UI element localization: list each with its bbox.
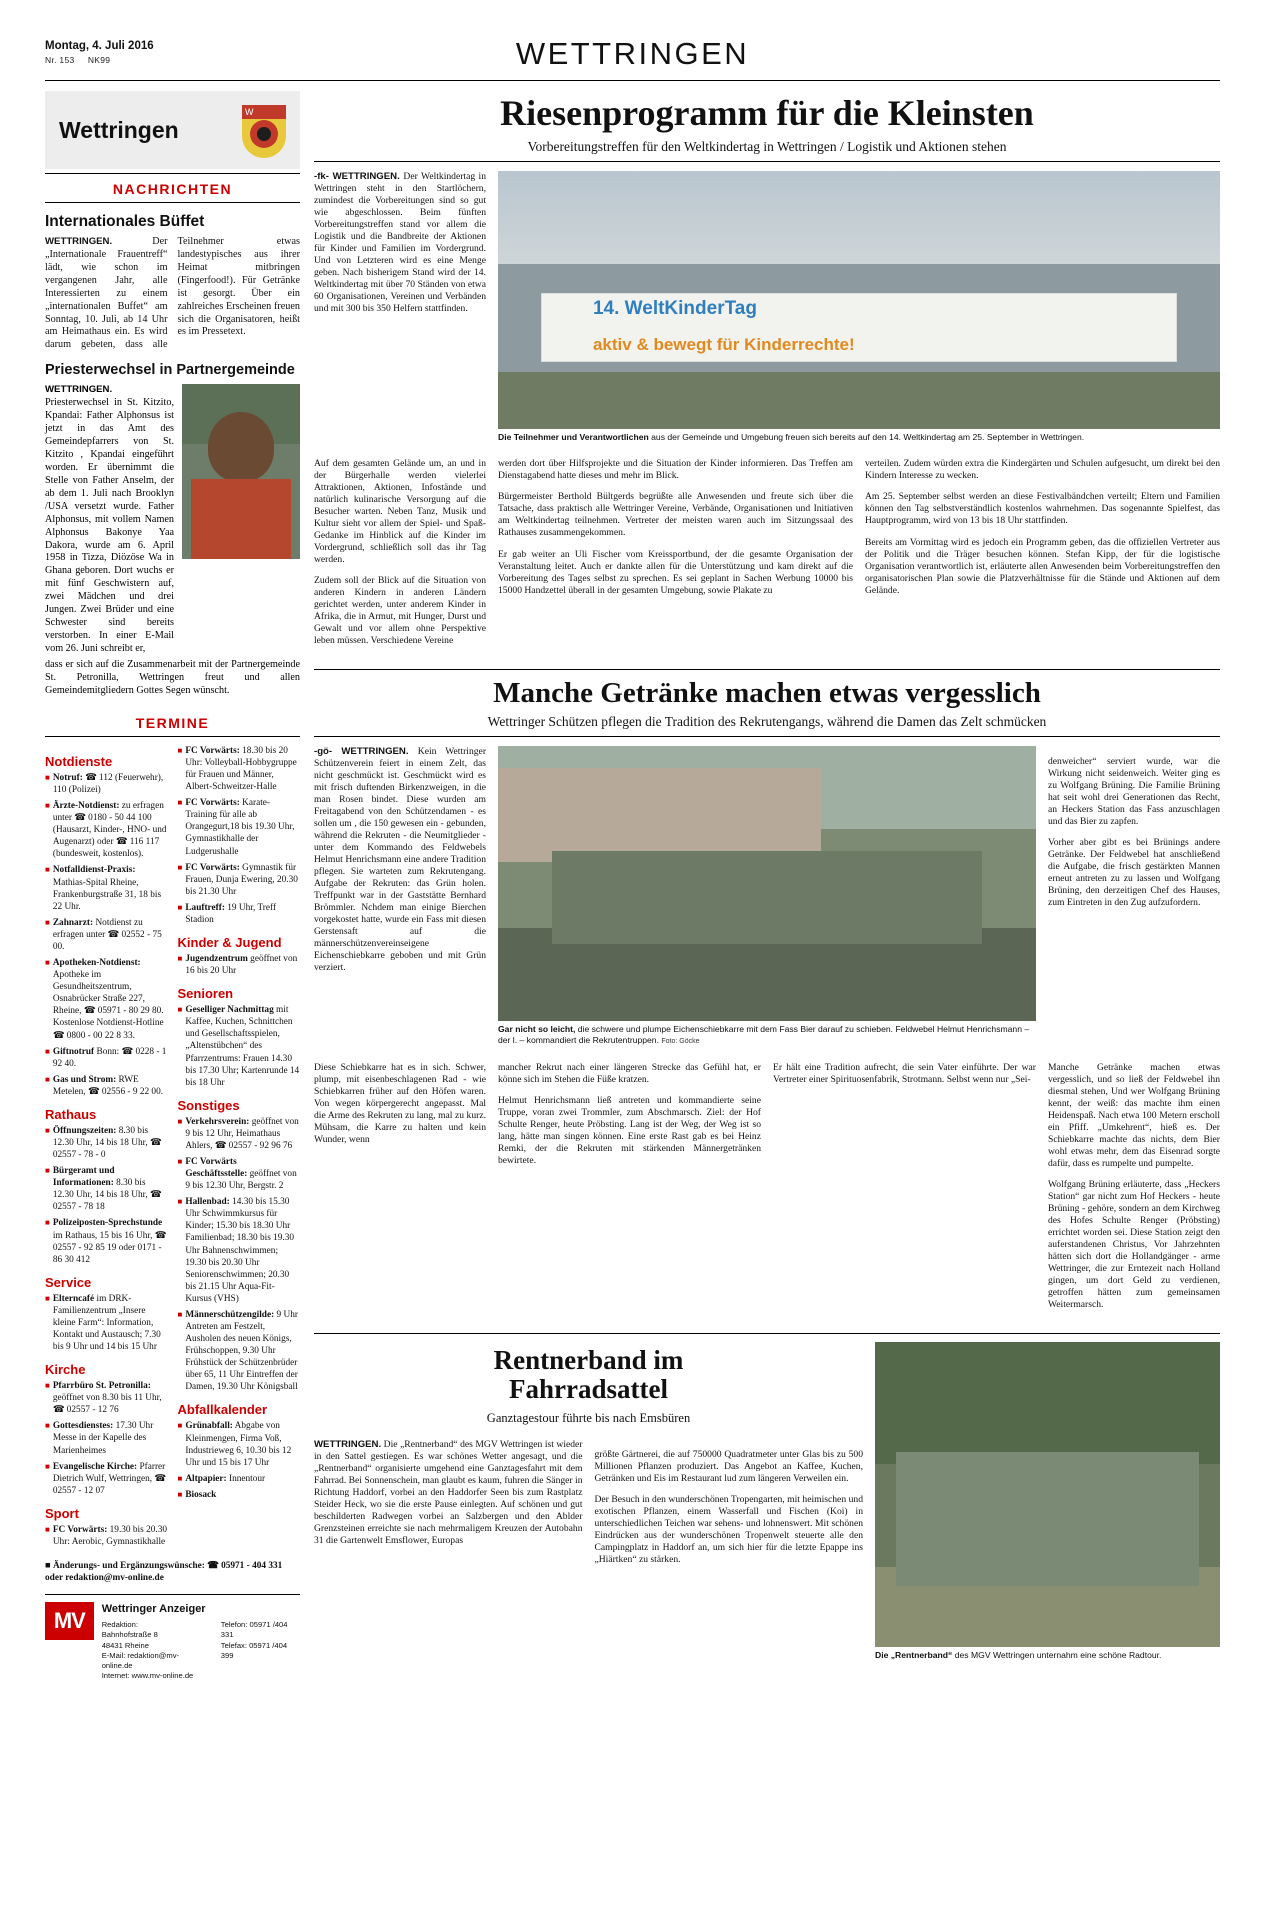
paragraph: Wolfgang Brüning erläuterte, dass „Heckers Station“ gar nicht zum Hof Heckers - heute Brüning - gehöre, sondern an dem Kirchweg des Hofes Schulte Renger (Pröbsting) errichtet worden sei. Diese Station zeigt den auferstandenen Christus, Vor Jahrzehnten hätten sich dort die Hollandgänger - arme Wettringer, die zur Erntezeit nach Holland gingen, um dort Geld zu verdienen, getroffen hätten zum gemeinsamen Weitermarsch.: [1048, 1179, 1220, 1311]
list-item: [45, 1420, 168, 1456]
paragraph: Am 25. September selbst werden an diese Festivalbändchen verteilt; Eltern und Familien können den Tag selbstverständlich kostenlos wahrnehmen. Das sogenannte Spielfest, das Hauptprogramm, wird von 13 bis 18 Uhr stattfinden.: [865, 491, 1220, 527]
article2-col1: [314, 746, 486, 1046]
termine-column-1: [45, 745, 168, 1552]
article2-col3-cont: [1048, 1052, 1220, 1320]
list-item-text: FC Vorwärts: 19.30 bis 20.30 Uhr: Aerobic, Gymnastikhalle: [52, 1524, 167, 1547]
list-item-text: FC Vorwärts: Karate-Training für alle ab Orangegurt,18 bis 19.30 Uhr, Gymnastikhalle der Ludgerushalle: [185, 798, 295, 857]
sidebar: [45, 91, 300, 1682]
section-header-termine: TERMINE: [45, 708, 300, 737]
bullet-icon: ■: [177, 954, 183, 964]
list-item-text: Notfalldienst-Praxis: Mathias-Spital Rheine, Frankenburgstraße 31, 18 bis 22 Uhr.: [52, 865, 162, 912]
bullet-icon: ■: [45, 772, 50, 782]
paragraph: größte Gärtnerei, die auf 750000 Quadratmeter unter Glas bis zu 500 Millionen Pflanzen produziert. Das Angebot an Kaffee, Kuchen, Getränken und Eis im Restaurant lud zum längeren Verweilen ein.: [594, 1448, 863, 1484]
bullet-icon: ■: [45, 1461, 50, 1471]
bullet-icon: ■: [177, 1473, 183, 1483]
list-item-text: Hallenbad: 14.30 bis 15.30 Uhr Schwimmkursus für Kinder; 15.30 bis 18.30 Uhr Familienbad; 18.30 bis 19.30 Uhr Bahnenschwimmen; 19.30 bis 20.30 Uhr Seniorenschwimmen; 20.30 bis 21.15 Uhr Aqua-Fit-Kursus (VHS): [185, 1197, 295, 1304]
article2-text-col2: [498, 1052, 761, 1320]
list-item: [45, 1461, 168, 1497]
termine-group-title: Kinder & Jugend: [177, 935, 282, 951]
termine-columns: [45, 745, 300, 1552]
termine-note: ■ Änderungs- und Ergänzungswünsche: ☎ 05971 - 404 331 oder redaktion@mv-online.de: [45, 1561, 283, 1584]
bullet-icon: ■: [177, 862, 183, 872]
list-item-text: Lauftreff: 19 Uhr, Treff Stadion: [185, 902, 277, 925]
list-item-text: Geselliger Nachmittag mit Kaffee, Kuchen, Schnittchen und Gesellschaftsspielen, „Altenstübchen“ des Pfarrzentrums: Frauen 14.30 bis 17.30 Uhr; Kartenrunde 14 bis 18 Uhr: [185, 1005, 300, 1088]
article1-text-col2: [498, 448, 853, 657]
article-riesenprogramm: [314, 95, 1220, 657]
photo-banner: [541, 293, 1176, 362]
paragraph: werden dort über Hilfsprojekte und die Situation der Kinder informieren. Das Treffen am Dienstagabend hatte dieses und mehr im Blick.: [498, 457, 853, 481]
list-item-text: Pfarrbüro St. Petronilla: geöffnet von 8.30 bis 11 Uhr, ☎ 02557 - 12 76: [52, 1381, 162, 1416]
article3-col1: [314, 1439, 583, 1576]
article1-byline: -fk- WETTRINGEN.: [314, 170, 400, 182]
bullet-icon: ■: [177, 1156, 183, 1166]
list-item-text: Grünabfall: Abgabe von Kleinmengen, Firma Voß, Industrieweg 6, 10.30 bis 12 Uhr und 15 bis 17 Uhr: [185, 1421, 292, 1468]
article-text-continued: dass er sich auf die Zusammenarbeit mit der Partnergemeinde St. Petronilla, Wettringen freut und allen Gemeindemitgliedern Gottes Segen wünscht.: [45, 659, 300, 696]
issue-number: Nr. 153: [45, 55, 75, 65]
list-item: [178, 1116, 301, 1152]
list-item: [178, 745, 301, 793]
section-header-nachrichten: NACHRICHTEN: [45, 174, 300, 203]
article-lead: WETTRINGEN.: [45, 384, 113, 396]
list-item: [45, 1380, 168, 1416]
bullet-icon: ■: [177, 902, 183, 912]
termine-group-title: Abfallkalender: [177, 1402, 268, 1418]
bullet-icon: ■: [177, 1421, 183, 1431]
list-item: [178, 797, 301, 857]
list-item-text: FC Vorwärts Geschäftsstelle: geöffnet von 9 bis 12.30 Uhr, Bergstr. 2: [185, 1156, 297, 1192]
bullet-icon: ■: [45, 958, 50, 968]
village-name: Wettringen: [59, 116, 179, 143]
bullet-icon: ■: [177, 1490, 183, 1500]
article-getraenke: [314, 678, 1220, 1321]
bullet-icon: ■: [45, 1421, 50, 1431]
termine-group-title: Rathaus: [45, 1106, 97, 1122]
article2-headline: Manche Getränke machen etwas vergesslich: [493, 676, 1041, 709]
list-item: [178, 1489, 301, 1501]
paragraph: Er gab weiter an Uli Fischer vom Kreissportbund, der die gesamte Organisation der Veranstaltung leitet. Auch er dankte allen für die Unterstützung und kam direkt auf die Vorbereitung des Tages selbst zu sprechen. Es sei geplant in Sachen Werbung 10000 bis 15000 Handzettel überall in der gesamten Umgebung, sowie Plakate zu: [498, 548, 853, 596]
article1-col1-cont: [314, 448, 486, 657]
list-item: [178, 1420, 301, 1468]
rentnerband-photo: [875, 1342, 1220, 1647]
list-item-text: Verkehrsverein: geöffnet von 9 bis 12 Uhr, Heimathaus Ahlers, ☎ 02557 - 92 96 76: [185, 1116, 299, 1151]
termine-group-title: Kirche: [45, 1362, 86, 1378]
imprint-contact-line: Telefax: 05971 /404 399: [220, 1640, 288, 1660]
bullet-icon: ■: [45, 1524, 50, 1534]
article2-byline: -gö- WETTRINGEN.: [314, 746, 409, 758]
paragraph: verteilen. Zudem würden extra die Kindergärten und Schulen aufgesucht, um direkt bei den Kindern Interesse zu wecken.: [865, 457, 1220, 481]
list-item: [45, 772, 168, 796]
paragraph: Diese Schiebkarre hat es in sich. Schwer, plump, mit eisenbeschlagenen Rad - wie Schiebkarren früher auf den Höfen waren. Von wegen körpergerecht angepasst. Mal die Arme des Rekruten zu lang, mal zu kurz. Mühsam, die Karre zu halten und kein Wunder, wenn: [314, 1061, 486, 1145]
masthead: [45, 36, 1220, 81]
paragraph: denweicher“ serviert wurde, war die Wirkung nicht seidenweich. Weiter ging es zu Wolfgang Brüning. Die Familie Brüning hat seit wohl drei Generationen das Recht, an Heckers Station das Fass anzuschlagen und das Bier zu zapfen.: [1048, 755, 1220, 827]
paragraph: Der Besuch in den wunderschönen Tropengarten, mit heimischen und exotischen Pflanzen, einem Wasserfall und Fischen (Koi) in unterschiedlichen Teichen war sehens- und lohnenswert. Mit schönen Eindrücken aus der wunderschönen Tropenwelt steuerte alle den Campingplatz in Haddorf an, um sich hier für die letzte Epappe ins „Hiärtken“ zu stärken.: [594, 1494, 863, 1566]
article3-lead: WETTRINGEN.: [314, 1439, 382, 1451]
sidebar-article-title: Internationales Büffet: [45, 213, 205, 230]
termine-list: [178, 953, 301, 977]
list-item: [45, 800, 168, 860]
list-item: [178, 862, 301, 898]
termine-list: [178, 1004, 301, 1089]
list-item-text: Männerschützengilde: 9 Uhr Antreten am Festzelt, Ausholen des neuen Königs, Frühschoppen, 9.30 Uhr Frühstück der Schützenbrüder über 65, 11 Uhr Eintreffen der Damen, 19.30 Uhr Königsball: [185, 1309, 298, 1393]
termine-list: [45, 1380, 168, 1497]
imprint-lines: [102, 1620, 207, 1682]
list-item: [45, 1074, 168, 1098]
list-item: [178, 1473, 301, 1485]
bullet-icon: ■: [45, 1074, 50, 1084]
termine-list: [178, 1420, 301, 1501]
termine-group-title: Notdienste: [45, 753, 113, 769]
article1-headline: Riesenprogramm für die Kleinsten: [500, 93, 1034, 133]
publication-date: Montag, 4. Juli 2016: [45, 40, 154, 52]
crest-label: W: [245, 107, 255, 117]
bullet-icon: ■: [45, 1125, 50, 1135]
article2-text-col2b: [773, 1052, 1036, 1320]
bullet-icon: ■: [45, 865, 50, 875]
bullet-icon: ■: [45, 801, 50, 811]
paragraph: Auf dem gesamten Gelände um, an und in der Bürgerhalle werden vielerlei Attraktionen, Aktionen, Infostände und natürlich kulinarische Versorgung auf die Besucher warten. Neben Tanz, Musik und Kultur sieht vor allem der Spiel- und Spaß-Gedanke im Hinblick auf die Kinder im Vordergrund, schließlich soll das ihr Tag werden.: [314, 457, 486, 565]
list-item: [45, 864, 168, 912]
article1-text-col3: [865, 448, 1220, 657]
list-item: [178, 902, 301, 926]
sidebar-article-priesterwechsel: [45, 362, 300, 698]
bullet-icon: ■: [177, 1005, 183, 1015]
paragraph: Vorher aber gibt es bei Brünings andere Getränke. Der Feldwebel hat anschließend die Aufgabe, die frisch gestärkten Mannen erneut antreten zu zu lassen und Wolfgang Brüning, den derzeitigen Chef des Hauses, zum Eintreten in den Zug aufzufordern.: [1048, 837, 1220, 909]
article3-subhead: Ganztagestour führte bis nach Emsbüren: [486, 1411, 691, 1426]
list-item: [178, 1196, 301, 1305]
paragraph: Bereits am Vormittag wird es jedoch ein Programm geben, das die offiziellen Vertreter aus der Politik und die Träger besuchen können. Stefan Kipp, der für die logistische Organisation verantwortlich ist, erläuterte allen Anwesenden beim Vorbereitungstreffen den organisatorischen Plan sowie die Platzverhältnisse für die Stände und Aktionen auf dem Gelände.: [865, 536, 1220, 596]
termine-list: [45, 772, 168, 1098]
list-item: [45, 917, 168, 953]
article-text: Der „Internationale Frauentreff“ lädt, wie schon im vergangenen Jahr, alle Interessierten zu einem „internationalen Buffet“ am Sonntag, 10. Juli, ab 14 Uhr am Heimathaus ein. Es wird darum gebeten, dass alle Teilnehmer etwas landestypisches aus ihrer Heimat mitbringen (Fingerfood!). Für Getränke ist gesorgt. Über ein zahlreiches Erscheinen freuen sich die Organisatoren, heißt es im Pressetext.: [45, 235, 300, 351]
mv-logo: MV: [45, 1602, 94, 1640]
list-item-text: Zahnarzt: Notdienst zu erfragen unter ☎ 02552 - 75 00.: [52, 917, 162, 952]
list-item: [45, 1524, 168, 1548]
coat-of-arms-icon: [242, 102, 286, 158]
imprint-line: Internet: www.mv-online.de: [101, 1671, 194, 1681]
bullet-icon: ■: [45, 1166, 50, 1176]
imprint-contact-line: Telefon: 05971 /404 331: [220, 1620, 288, 1640]
list-item-text: FC Vorwärts: Gymnastik für Frauen, Dunja Ewering, 20.30 bis 21.30 Uhr: [185, 862, 298, 897]
list-item: [178, 1004, 301, 1089]
list-item: [178, 1309, 301, 1394]
photo-credit: Foto: Göcke: [661, 1037, 700, 1045]
bullet-icon: ■: [45, 1293, 50, 1303]
termine-list: [45, 1125, 168, 1266]
article2-photo-caption: Gar nicht so leicht, die schwere und plumpe Eichenschiebkarre mit dem Fass Bier darauf zu schieben. Feldwebel Helmut Henrichsmann – der l. – kommandiert die Rekrutentruppen. Foto: Göcke: [498, 1024, 1030, 1045]
paragraph: Helmut Henrichsmann ließ antreten und kommandierte seine Truppe, voran zwei Trommler, zum Abschmarsch. Ziel: der Hof Schulte Renger, heute Pröbsting. Lang ist der Weg, der Weg ist so lang, hätte man singen können. Eine erste Rast gab es bei Heinz Remki, der die Rekruten mit stärkenden Männergetränken bewirtete.: [498, 1095, 761, 1167]
imprint-line: Redaktion:: [101, 1620, 138, 1629]
list-item-text: Polizeiposten-Sprechstunde im Rathaus, 15 bis 16 Uhr, ☎ 02557 - 92 85 19 oder 0171 - 86 30 412: [52, 1218, 167, 1265]
article-lead: WETTRINGEN.: [45, 235, 113, 247]
bullet-icon: ■: [177, 1309, 183, 1319]
termine-group-title: Senioren: [177, 986, 234, 1002]
paragraph: Er hält eine Tradition aufrecht, die sein Vater einführte. Der war Vertreter einer Spirituosenfabrik, Strotmann. Selbst wenn nur „Sei-: [773, 1061, 1036, 1085]
list-item-text: Biosack: [185, 1490, 217, 1501]
issue-code: NK99: [87, 55, 111, 65]
imprint-title: Wettringer Anzeiger: [101, 1603, 206, 1616]
imprint-line: 48431 Rheine: [101, 1640, 149, 1650]
article2-subhead: Wettringer Schützen pflegen die Tradition des Rekrutengangs, während die Damen das Zelt schmücken: [314, 714, 1220, 737]
list-item: [45, 1165, 168, 1213]
list-item-text: Elterncafé im DRK-Familienzentrum „Insere kleine Farm“: Information, Kontakt und Austausch; 7.30 bis 9 Uhr und 14 bis 15 Uhr: [52, 1293, 161, 1353]
article2-text-col1: Kein Wettringer Schützenverein feiert in einem Zelt, das nicht geschmückt ist. Geschmückt wird es mit frisch duftenden Birkenzweigen, in die man Rosen bindet. Diese wurden am Freitagabend von den Schützendamen - es sollen um , die 150 gewesen ein - gebunden, während die Rekruten - die Neumitglieder - unter dem Kommando des Feldwebels Helmut Henrichsmann eine andere Tradition pflegen. Sie warteten zum Rekrutengang. Aufgabe der Rekruten: das Grün holen. Treffpunkt war in der Gaststätte Bernhard Brömmler. Nchdem man einige Bierchen vorgekostet hatte, wurde ein Fass mit diesen Gerstensaft auf die männerschützenvereinseigene Eichenschiebkarre geboben und mit Grün verziert.: [314, 746, 487, 973]
list-item-text: Altpapier: Innentour: [185, 1473, 266, 1484]
page-title: WETTRINGEN: [515, 36, 750, 71]
issue-info: [45, 55, 300, 65]
article2-text-col3: [1048, 746, 1220, 1046]
paragraph: mancher Rekrut nach einer längeren Strecke das Gefühl hat, er könne sich im Stehen die Füße kratzen.: [498, 1061, 761, 1085]
list-item: [45, 1293, 168, 1353]
banner-text-secondary: aktiv & bewegt für Kinderrechte!: [592, 335, 855, 355]
list-item: [178, 953, 301, 977]
page-body: [45, 91, 1220, 1682]
sidebar-article-buffet: [45, 213, 300, 352]
termine-column-2: [178, 745, 301, 1552]
list-item-text: Gas und Strom: RWE Metelen, ☎ 02556 - 9 22 00.: [52, 1074, 164, 1097]
list-item-text: Ärzte-Notdienst: zu erfragen unter ☎ 0180 - 50 44 100 (Hausarzt, Kinder-, HNO- und Augenarzt) oder ☎ 116 117 (bundesweit, kostenlos).: [52, 801, 167, 860]
list-item: [45, 957, 168, 1042]
imprint-line: E-Mail: redaktion@mv-online.de: [101, 1650, 180, 1670]
bullet-icon: ■: [45, 917, 50, 927]
termine-group-title: Sport: [45, 1505, 79, 1521]
list-item: [45, 1046, 168, 1070]
bullet-icon: ■: [177, 1116, 183, 1126]
paragraph: Bürgermeister Berthold Bültgerds begrüßte alle Anwesenden und freute sich über die Tatsache, dass praktisch alle Wettringer Vereine, Verbände, Organisationen und Initiativen am Weltkindertag teilnehmen. Vertreter der meisten waren auch im Sitzungssaal des Rathauses zusammengekommen.: [498, 491, 853, 539]
list-item-text: Bürgeramt und Informationen: 8.30 bis 12.30 Uhr, 14 bis 18 Uhr, ☎ 02557 - 78 18: [52, 1166, 162, 1213]
termine-list: [45, 1293, 168, 1353]
rekrutengang-photo: [498, 746, 1036, 1021]
paragraph: Manche Getränke machen etwas vergesslich, und so ließ der Feldwebel ihn diesmal stehen, Und wer Wolfgang Brüning kennt, der weiß: das machte ihm einen Heidenspaß. Nach etwa 100 Metern erscholl ein Pfiff. „Umkehrent“, hieß es. Der Schiebkarre machte das nichts, dem Bier wohl etwas mehr, dem das Eisenrad sorgte dafür, dass es rumpelte und pumpelte.: [1048, 1061, 1220, 1169]
list-item-text: FC Vorwärts: 18.30 bis 20 Uhr: Volleyball-Hobbygruppe für Frauen und Männer, Albert-Schweitzer-Halle: [185, 745, 297, 793]
bullet-icon: ■: [45, 1218, 50, 1228]
article3-text-col1: Die „Rentnerband“ des MGV Wettringen ist wieder in den Sattel gestiegen. Es war schönes Wetter angesagt, und die „Rentnerband“ organisierte umgehend eine Ganztagesfahrt mit dem Fahrrad. Bei Sonnenschein, man glaubt es kaum, fuhren die Sänger in Richtung Haddorf, vorbei an den Haddorfer Seen bis zum Rastplatz Steider Heck, wo sie die erste Pause einlegten. Auf schönen und gut beschilderten Radwegen vorbei an Salzbergen und den Ablder Grenzsteinen erreichte sie nach mehrmaligem Kreuzen der Autobahn 31 die Gartenwelt Emsflower, Europas: [314, 1439, 583, 1546]
bullet-icon: ■: [177, 1197, 183, 1207]
bullet-icon: ■: [45, 1381, 50, 1391]
article1-subhead: Vorbereitungstreffen für den Weltkindertag in Wettringen / Logistik und Aktionen stehen: [314, 139, 1220, 162]
article3-photo-caption: Die „Rentnerband“ des MGV Wettringen unternahm eine schöne Radtour.: [875, 1649, 1162, 1660]
sidebar-article-title: Priesterwechsel in Partnergemeinde: [45, 362, 295, 379]
article3-headline: Rentnerband im Fahrradsattel: [493, 1344, 684, 1405]
article3-text-col2: [595, 1439, 864, 1576]
imprint-contact: [221, 1620, 300, 1682]
article1-text-col1: Der Weltkindertag in Wettringen steht in den Startlöchern, zumindest die Vorbereitungen sind so gut wie abgeschlossen. Beim fünften Vorbereitungstreffen stand vor allem die Logistik und die Bandbreite der Aktionen für Kinder und Familien im Vordergrund. Und von Letzteren wird es eine Menge geben. Nach bisherigem Stand wird der 14. Weltkindertag mit über 70 Ständen von etwa 60 Organisationen, Vereinen und Verbänden und mit 300 bis 350 Helfern stattfinden.: [314, 170, 486, 314]
list-item: [178, 1156, 301, 1192]
main-content: [300, 91, 1220, 1682]
termine-group-title: Sonstiges: [177, 1097, 240, 1113]
banner-text-primary: 14. WeltKinderTag: [592, 297, 757, 319]
list-item-text: Gottesdienstes: 17.30 Uhr Messe in der Kapelle des Marienheimes: [52, 1421, 154, 1456]
list-item-text: Jugendzentrum geöffnet von 16 bis 20 Uhr: [185, 954, 298, 977]
paragraph: Zudem soll der Blick auf die Situation von anderen Kindern in anderen Ländern gerichtet werden, unter anderem Kinder in Afrika, die in Armut, mit Hunger, Durst und Gewalt und vor allem ohne Perspektive leben müssen. Verschiedene Vereine: [314, 575, 486, 647]
masthead-left: [45, 40, 300, 65]
bullet-icon: ■: [45, 1046, 50, 1056]
termine-list: [178, 745, 301, 926]
article-text: Priesterwechsel in St. Kitzito, Kpandai: Father Alphonsus ist jetzt in das Amt des Gemeindepfarrers von St. Kitzito , Kpandai eingeführt worden. Er übernimmt die Stelle von Father Anselm, der ab dem 1. Juli nach Brooklyn /USA versetzt wurde. Father Alphonsus, mit vollem Namen Alphonsus Bakonye Yaa Dakora, wurde am 6. April 1958 in Tizza, Diözöse Wa in Ghana geboren. Dort wuchs er mit fünf Geschwistern auf, zwei Mädchen und drei Jungen. Zwei Brüder und eine Schwester sind bereits verstorben. In einer E-Mail vom 26. Juni schreibt er,: [45, 397, 174, 655]
imprint-text: [102, 1602, 300, 1681]
village-banner: [45, 91, 300, 169]
weltkindertag-photo: [498, 171, 1220, 429]
list-item-text: Evangelische Kirche: Pfarrer Dietrich Wulf, Wettringen, ☎ 02557 - 12 07: [52, 1461, 166, 1496]
list-item-text: Öffnungszeiten: 8.30 bis 12.30 Uhr, 14 bis 18 Uhr, ☎ 02557 - 78 - 0: [52, 1125, 162, 1161]
sidebar-article-body: [45, 236, 300, 353]
list-item-text: Giftnotruf Bonn: ☎ 0228 - 1 92 40.: [52, 1046, 167, 1069]
termine-list: [45, 1524, 168, 1548]
priest-photo: [182, 384, 300, 559]
imprint: [45, 1594, 300, 1681]
list-item-text: Notruf: ☎ 112 (Feuerwehr), 110 (Polizei): [52, 772, 164, 796]
article1-photo-caption: Die Teilnehmer und Verantwortlichen aus der Gemeinde und Umgebung freuen sich bereits auf den 14. Weltkindertag am 25. September in Wettringen.: [498, 431, 1085, 442]
imprint-line: Bahnhofstraße 8: [101, 1630, 158, 1640]
article1-col1: [314, 171, 486, 442]
list-item: [45, 1217, 168, 1265]
list-item: [45, 1125, 168, 1161]
article2-col1-cont: [314, 1052, 486, 1320]
termine-group-title: Service: [45, 1274, 92, 1290]
bullet-icon: ■: [177, 798, 183, 808]
list-item-text: Apotheken-Notdienst: Apotheke im Gesundheitszentrum, Osnabrücker Straße 227, Rheine, ☎ 05971 - 80 29 80. Kostenlose Notdienst-Hotline ☎ 0800 - 00 22 8 33.: [52, 958, 164, 1041]
article-rentnerband: [314, 1342, 1220, 1660]
bullet-icon: ■: [177, 745, 183, 755]
termine-list: [178, 1116, 301, 1394]
